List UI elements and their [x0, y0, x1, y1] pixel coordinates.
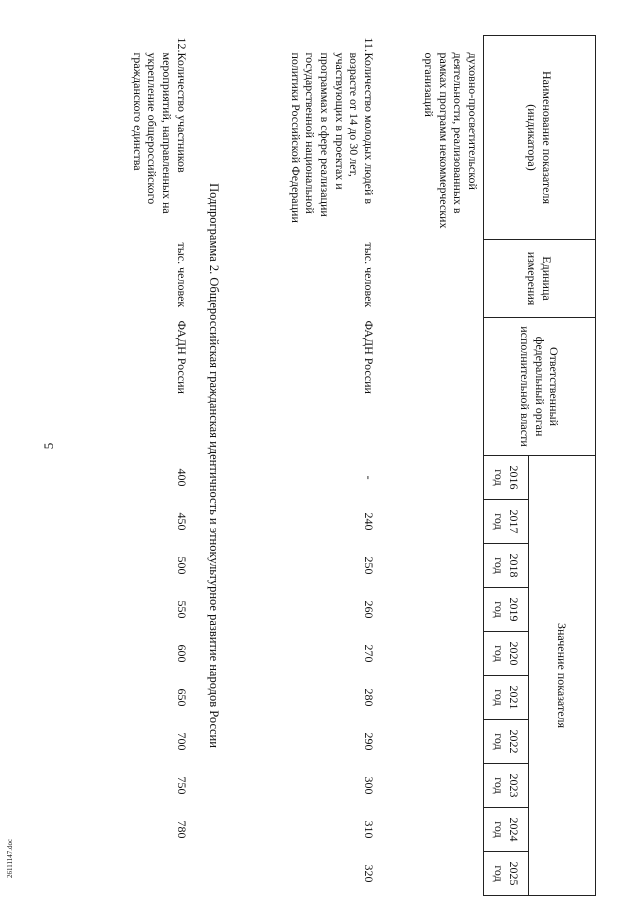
table-row	[379, 36, 484, 896]
value-2020: 270	[362, 644, 376, 663]
header-values: Значение показателя	[529, 456, 596, 896]
header-agency: Ответственный федеральный орган исполнительной власти	[484, 318, 596, 456]
value-2018	[379, 544, 484, 588]
value-2020: 600	[174, 644, 189, 663]
row-unit	[379, 240, 484, 318]
header-year-2017: 2017 год	[484, 500, 529, 544]
value-2022: 700	[174, 732, 189, 751]
row-unit: тыс. человек	[174, 242, 189, 308]
value-2017: 450	[174, 512, 189, 531]
subprogram-heading-row	[192, 36, 233, 896]
value-2023	[379, 764, 484, 808]
value-2021: 280	[362, 688, 376, 707]
table-body	[127, 36, 483, 896]
table-row	[233, 36, 379, 896]
value-2016: 400	[174, 468, 189, 487]
row-agency: ФАДН России	[362, 320, 376, 394]
header-year-2023: 2023 год	[484, 764, 529, 808]
table-header	[484, 36, 596, 896]
document-id: 26111147.doc	[6, 838, 14, 878]
value-2017	[379, 500, 484, 544]
header-year-2016: 2016 год	[484, 456, 529, 500]
row-unit: тыс. человек	[362, 242, 376, 308]
value-2025: 320	[362, 864, 376, 883]
row-agency: ФАДН России	[174, 320, 189, 394]
row-number	[379, 36, 484, 50]
row-indicator-name: духовно-просветительской деятельности, реализованных в рамках программ некоммерческих организаций	[422, 52, 480, 229]
value-2016: -	[362, 475, 376, 480]
value-2022: 290	[362, 732, 376, 751]
value-2021: 650	[174, 688, 189, 707]
value-2025	[127, 852, 192, 896]
header-unit: Единица измерения	[484, 240, 596, 318]
value-2025	[379, 852, 484, 896]
value-2024: 310	[362, 820, 376, 839]
page-number: 5	[41, 442, 56, 450]
value-2020	[379, 632, 484, 676]
row-number: 11.	[362, 37, 376, 53]
value-2019	[379, 588, 484, 632]
indicator-table	[127, 35, 596, 896]
row-indicator-name: Количество молодых людей в возрасте от 14 до 30 лет, участвующих в проектах и программах в сфере реализации государственной национальной политики Российской Федерации	[288, 52, 376, 223]
value-2017: 240	[362, 512, 376, 531]
value-2023: 750	[174, 776, 189, 795]
value-2024: 780	[174, 820, 189, 839]
header-year-2024: 2024 год	[484, 808, 529, 852]
value-2022	[379, 720, 484, 764]
row-indicator-name: Количество участников мероприятий, направленных на укрепление общероссийского гражданского единства	[130, 52, 189, 214]
value-2016	[379, 456, 484, 500]
header-year-2022: 2022 год	[484, 720, 529, 764]
rotated-table-container	[56, 35, 596, 895]
row-number: 12.	[174, 37, 189, 53]
value-2019: 260	[362, 600, 376, 619]
subprogram-title: Подпрограмма 2. Общероссийская гражданская идентичность и этнокультурное развитие народов России	[207, 183, 221, 748]
row-agency	[379, 318, 484, 456]
value-2018: 500	[174, 556, 189, 575]
header-year-2018: 2018 год	[484, 544, 529, 588]
header-year-2019: 2019 год	[484, 588, 529, 632]
header-year-2025: 2025 год	[484, 852, 529, 896]
table-row	[127, 36, 192, 896]
header-year-2020: 2020 год	[484, 632, 529, 676]
value-2018: 250	[362, 556, 376, 575]
value-2019: 550	[174, 600, 189, 619]
value-2021	[379, 676, 484, 720]
value-2023: 300	[362, 776, 376, 795]
value-2024	[379, 808, 484, 852]
header-year-2021: 2021 год	[484, 676, 529, 720]
header-indicator-name: Наименование показателя (индикатора)	[484, 36, 596, 240]
